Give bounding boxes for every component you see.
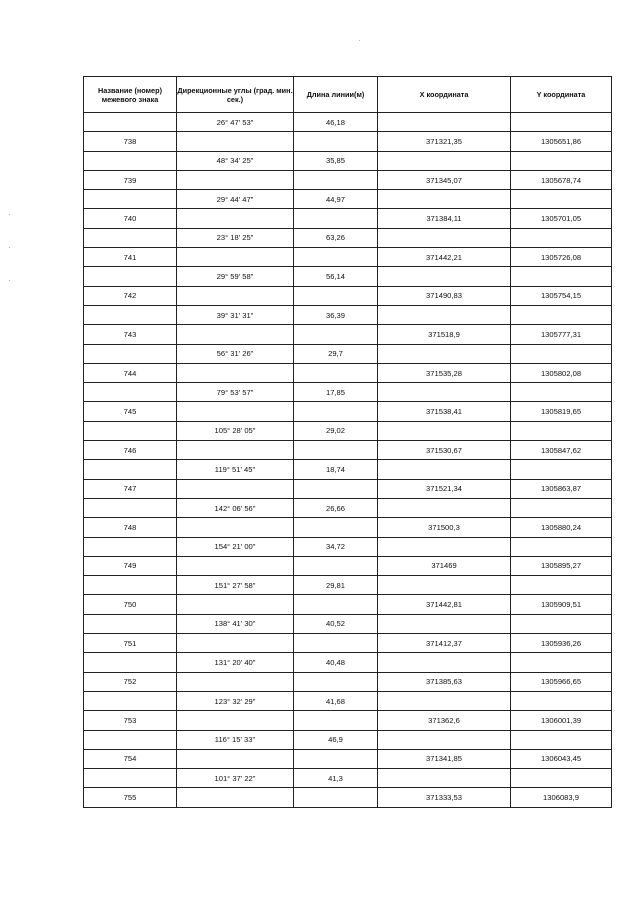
empty-cell xyxy=(84,537,177,556)
empty-cell xyxy=(84,691,177,710)
y-coordinate-cell: 1305777,31 xyxy=(511,325,612,344)
empty-cell xyxy=(177,441,294,460)
length-cell: 40,48 xyxy=(294,653,378,672)
empty-cell xyxy=(177,556,294,575)
empty-cell xyxy=(294,788,378,807)
x-coordinate-cell: 371530,67 xyxy=(378,441,511,460)
empty-cell xyxy=(378,113,511,132)
vertex-name-cell: 746 xyxy=(84,441,177,460)
empty-cell xyxy=(177,711,294,730)
angle-cell: 154° 21' 00" xyxy=(177,537,294,556)
y-coordinate-cell: 1305701,05 xyxy=(511,209,612,228)
segment-row xyxy=(84,537,612,556)
empty-cell xyxy=(294,441,378,460)
empty-cell xyxy=(84,614,177,633)
vertex-name-cell: 738 xyxy=(84,132,177,151)
empty-cell xyxy=(294,634,378,653)
empty-cell xyxy=(84,730,177,749)
empty-cell xyxy=(511,151,612,170)
y-coordinate-cell: 1306043,45 xyxy=(511,749,612,768)
empty-cell xyxy=(511,113,612,132)
segment-row xyxy=(84,769,612,788)
y-coordinate-cell: 1305726,08 xyxy=(511,248,612,267)
length-cell: 40,52 xyxy=(294,614,378,633)
vertex-row xyxy=(84,132,612,151)
length-cell: 36,39 xyxy=(294,305,378,324)
segment-row xyxy=(84,498,612,517)
empty-cell xyxy=(177,132,294,151)
header-angle: Дирекционные углы (град. мин. сек.) xyxy=(177,77,294,113)
segment-row xyxy=(84,305,612,324)
vertex-row xyxy=(84,441,612,460)
segment-row xyxy=(84,691,612,710)
y-coordinate-cell: 1305936,26 xyxy=(511,634,612,653)
y-coordinate-cell: 1306001,39 xyxy=(511,711,612,730)
empty-cell xyxy=(511,421,612,440)
y-coordinate-cell: 1305847,62 xyxy=(511,441,612,460)
x-coordinate-cell: 371412,37 xyxy=(378,634,511,653)
vertex-name-cell: 739 xyxy=(84,170,177,189)
length-cell: 29,02 xyxy=(294,421,378,440)
scan-speck xyxy=(9,280,10,281)
vertex-name-cell: 750 xyxy=(84,595,177,614)
vertex-row xyxy=(84,749,612,768)
vertex-row xyxy=(84,711,612,730)
vertex-row xyxy=(84,518,612,537)
segment-row xyxy=(84,460,612,479)
empty-cell xyxy=(294,479,378,498)
empty-cell xyxy=(511,576,612,595)
angle-cell: 119° 51' 45" xyxy=(177,460,294,479)
y-coordinate-cell: 1305863,87 xyxy=(511,479,612,498)
vertex-row xyxy=(84,248,612,267)
vertex-name-cell: 754 xyxy=(84,749,177,768)
vertex-name-cell: 741 xyxy=(84,248,177,267)
empty-cell xyxy=(294,556,378,575)
y-coordinate-cell: 1305754,15 xyxy=(511,286,612,305)
angle-cell: 123° 32' 29" xyxy=(177,691,294,710)
y-coordinate-cell: 1305678,74 xyxy=(511,170,612,189)
vertex-row xyxy=(84,556,612,575)
vertex-row xyxy=(84,634,612,653)
empty-cell xyxy=(84,576,177,595)
vertex-row xyxy=(84,209,612,228)
empty-cell xyxy=(177,788,294,807)
y-coordinate-cell: 1306083,9 xyxy=(511,788,612,807)
header-x: X координата xyxy=(378,77,511,113)
vertex-name-cell: 755 xyxy=(84,788,177,807)
empty-cell xyxy=(378,421,511,440)
segment-row xyxy=(84,730,612,749)
segment-row xyxy=(84,113,612,132)
empty-cell xyxy=(294,132,378,151)
empty-cell xyxy=(511,190,612,209)
empty-cell xyxy=(378,228,511,247)
empty-cell xyxy=(378,769,511,788)
y-coordinate-cell: 1305651,86 xyxy=(511,132,612,151)
y-coordinate-cell: 1305895,27 xyxy=(511,556,612,575)
empty-cell xyxy=(84,460,177,479)
vertex-name-cell: 747 xyxy=(84,479,177,498)
angle-cell: 131° 20' 40" xyxy=(177,653,294,672)
empty-cell xyxy=(378,730,511,749)
empty-cell xyxy=(177,479,294,498)
length-cell: 35,85 xyxy=(294,151,378,170)
vertex-row xyxy=(84,286,612,305)
angle-cell: 56° 31' 26" xyxy=(177,344,294,363)
x-coordinate-cell: 371538,41 xyxy=(378,402,511,421)
angle-cell: 23° 18' 25" xyxy=(177,228,294,247)
x-coordinate-cell: 371345,07 xyxy=(378,170,511,189)
y-coordinate-cell: 1305880,24 xyxy=(511,518,612,537)
x-coordinate-cell: 371333,53 xyxy=(378,788,511,807)
vertex-name-cell: 749 xyxy=(84,556,177,575)
length-cell: 41,68 xyxy=(294,691,378,710)
angle-cell: 138° 41' 30" xyxy=(177,614,294,633)
empty-cell xyxy=(84,653,177,672)
angle-cell: 39° 31' 31" xyxy=(177,305,294,324)
coordinates-table xyxy=(83,76,612,808)
empty-cell xyxy=(84,267,177,286)
vertex-name-cell: 753 xyxy=(84,711,177,730)
empty-cell xyxy=(378,653,511,672)
empty-cell xyxy=(378,614,511,633)
empty-cell xyxy=(511,460,612,479)
empty-cell xyxy=(511,691,612,710)
x-coordinate-cell: 371521,34 xyxy=(378,479,511,498)
empty-cell xyxy=(378,305,511,324)
angle-cell: 29° 59' 58" xyxy=(177,267,294,286)
empty-cell xyxy=(84,421,177,440)
segment-row xyxy=(84,190,612,209)
empty-cell xyxy=(84,190,177,209)
vertex-row xyxy=(84,788,612,807)
header-y: Y координата xyxy=(511,77,612,113)
empty-cell xyxy=(294,595,378,614)
x-coordinate-cell: 371500,3 xyxy=(378,518,511,537)
angle-cell: 29° 44' 47" xyxy=(177,190,294,209)
empty-cell xyxy=(511,614,612,633)
x-coordinate-cell: 371321,35 xyxy=(378,132,511,151)
empty-cell xyxy=(294,402,378,421)
empty-cell xyxy=(294,248,378,267)
empty-cell xyxy=(294,672,378,691)
vertex-name-cell: 744 xyxy=(84,363,177,382)
segment-row xyxy=(84,614,612,633)
vertex-row xyxy=(84,363,612,382)
segment-row xyxy=(84,383,612,402)
vertex-name-cell: 742 xyxy=(84,286,177,305)
segment-row xyxy=(84,344,612,363)
angle-cell: 79° 53' 57" xyxy=(177,383,294,402)
angle-cell: 105° 28' 05" xyxy=(177,421,294,440)
empty-cell xyxy=(177,325,294,344)
empty-cell xyxy=(177,209,294,228)
header-name: Название (номер) межевого знака xyxy=(84,77,177,113)
scan-speck xyxy=(359,40,360,41)
angle-cell: 101° 37' 22" xyxy=(177,769,294,788)
vertex-row xyxy=(84,325,612,344)
empty-cell xyxy=(511,653,612,672)
empty-cell xyxy=(177,595,294,614)
empty-cell xyxy=(378,460,511,479)
empty-cell xyxy=(84,228,177,247)
vertex-row xyxy=(84,479,612,498)
empty-cell xyxy=(177,518,294,537)
vertex-row xyxy=(84,402,612,421)
empty-cell xyxy=(378,267,511,286)
empty-cell xyxy=(511,537,612,556)
empty-cell xyxy=(84,305,177,324)
length-cell: 44,97 xyxy=(294,190,378,209)
length-cell: 26,66 xyxy=(294,498,378,517)
table-header-row xyxy=(84,77,612,113)
empty-cell xyxy=(294,286,378,305)
empty-cell xyxy=(378,498,511,517)
scan-speck xyxy=(9,214,10,215)
segment-row xyxy=(84,576,612,595)
empty-cell xyxy=(84,769,177,788)
length-cell: 56,14 xyxy=(294,267,378,286)
empty-cell xyxy=(294,518,378,537)
empty-cell xyxy=(511,344,612,363)
empty-cell xyxy=(294,209,378,228)
empty-cell xyxy=(294,363,378,382)
length-cell: 34,72 xyxy=(294,537,378,556)
segment-row xyxy=(84,228,612,247)
vertex-name-cell: 752 xyxy=(84,672,177,691)
empty-cell xyxy=(511,498,612,517)
length-cell: 17,85 xyxy=(294,383,378,402)
x-coordinate-cell: 371362,6 xyxy=(378,711,511,730)
x-coordinate-cell: 371469 xyxy=(378,556,511,575)
y-coordinate-cell: 1305966,65 xyxy=(511,672,612,691)
empty-cell xyxy=(84,113,177,132)
angle-cell: 142° 06' 56" xyxy=(177,498,294,517)
empty-cell xyxy=(511,305,612,324)
empty-cell xyxy=(378,151,511,170)
empty-cell xyxy=(378,576,511,595)
empty-cell xyxy=(378,537,511,556)
vertex-row xyxy=(84,672,612,691)
length-cell: 46,9 xyxy=(294,730,378,749)
empty-cell xyxy=(511,267,612,286)
vertex-name-cell: 745 xyxy=(84,402,177,421)
empty-cell xyxy=(511,228,612,247)
empty-cell xyxy=(511,730,612,749)
empty-cell xyxy=(177,248,294,267)
x-coordinate-cell: 371385,63 xyxy=(378,672,511,691)
segment-row xyxy=(84,653,612,672)
length-cell: 18,74 xyxy=(294,460,378,479)
x-coordinate-cell: 371341,85 xyxy=(378,749,511,768)
vertex-name-cell: 751 xyxy=(84,634,177,653)
x-coordinate-cell: 371384,11 xyxy=(378,209,511,228)
y-coordinate-cell: 1305802,08 xyxy=(511,363,612,382)
length-cell: 29,7 xyxy=(294,344,378,363)
empty-cell xyxy=(511,769,612,788)
vertex-name-cell: 740 xyxy=(84,209,177,228)
angle-cell: 48° 34' 25" xyxy=(177,151,294,170)
empty-cell xyxy=(294,711,378,730)
scan-speck xyxy=(9,247,10,248)
empty-cell xyxy=(177,170,294,189)
empty-cell xyxy=(294,749,378,768)
empty-cell xyxy=(294,170,378,189)
empty-cell xyxy=(177,672,294,691)
empty-cell xyxy=(84,498,177,517)
length-cell: 46,18 xyxy=(294,113,378,132)
length-cell: 41,3 xyxy=(294,769,378,788)
empty-cell xyxy=(294,325,378,344)
empty-cell xyxy=(378,383,511,402)
empty-cell xyxy=(511,383,612,402)
empty-cell xyxy=(177,402,294,421)
y-coordinate-cell: 1305819,65 xyxy=(511,402,612,421)
empty-cell xyxy=(177,286,294,305)
vertex-name-cell: 743 xyxy=(84,325,177,344)
vertex-row xyxy=(84,170,612,189)
empty-cell xyxy=(177,363,294,382)
header-length: Длина линии(м) xyxy=(294,77,378,113)
x-coordinate-cell: 371442,21 xyxy=(378,248,511,267)
empty-cell xyxy=(84,344,177,363)
empty-cell xyxy=(84,383,177,402)
empty-cell xyxy=(378,190,511,209)
x-coordinate-cell: 371535,28 xyxy=(378,363,511,382)
length-cell: 63,26 xyxy=(294,228,378,247)
x-coordinate-cell: 371490,83 xyxy=(378,286,511,305)
x-coordinate-cell: 371442,81 xyxy=(378,595,511,614)
y-coordinate-cell: 1305909,51 xyxy=(511,595,612,614)
angle-cell: 151° 27' 58" xyxy=(177,576,294,595)
empty-cell xyxy=(378,691,511,710)
table-body xyxy=(84,113,612,808)
length-cell: 29,81 xyxy=(294,576,378,595)
empty-cell xyxy=(177,634,294,653)
angle-cell: 116° 15' 33" xyxy=(177,730,294,749)
empty-cell xyxy=(84,151,177,170)
segment-row xyxy=(84,421,612,440)
vertex-row xyxy=(84,595,612,614)
x-coordinate-cell: 371518,9 xyxy=(378,325,511,344)
vertex-name-cell: 748 xyxy=(84,518,177,537)
angle-cell: 26° 47' 53" xyxy=(177,113,294,132)
segment-row xyxy=(84,151,612,170)
segment-row xyxy=(84,267,612,286)
empty-cell xyxy=(177,749,294,768)
empty-cell xyxy=(378,344,511,363)
